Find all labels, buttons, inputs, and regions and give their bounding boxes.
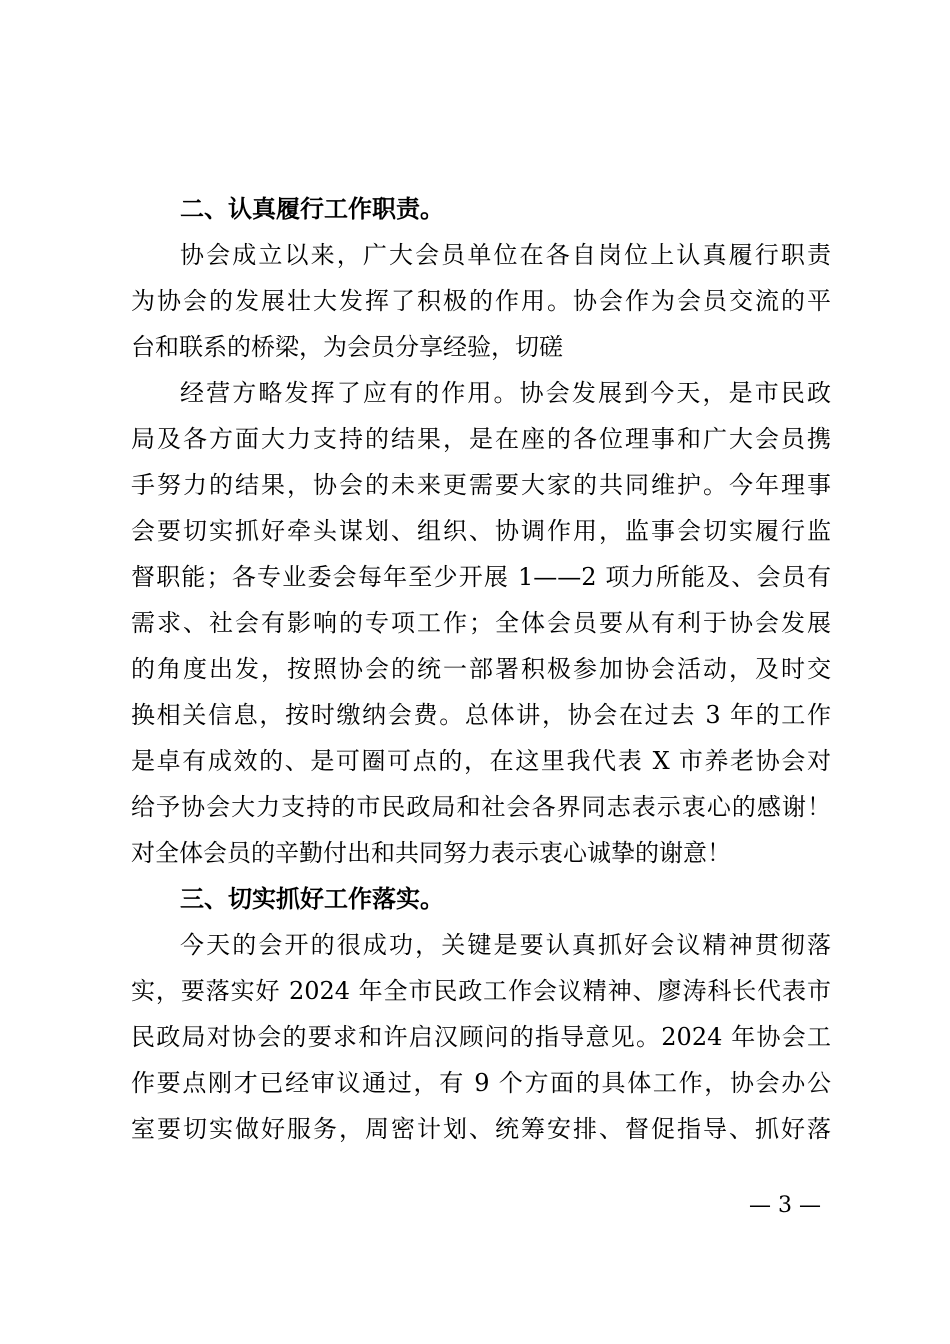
paragraph-2-line-4: 会要切实抓好牵头谋划、组织、协调作用，监事会切实履行监 (131, 517, 831, 545)
paragraph-1-line-1: 协会成立以来，广大会员单位在各自岗位上认真履行职责 (180, 241, 831, 269)
paragraph-1-line-2: 为协会的发展壮大发挥了积极的作用。协会作为会员交流的平 (131, 287, 831, 315)
section-heading-2: 二、认真履行工作职责。 (180, 195, 444, 223)
paragraph-2-line-2: 局及各方面大力支持的结果，是在座的各位理事和广大会员携 (131, 425, 831, 453)
paragraph-1-line-3: 台和联系的桥梁，为会员分享经验，切磋 (131, 333, 563, 361)
paragraph-3-line-3: 民政局对协会的要求和许启汉顾问的指导意见。2024 年协会工 (131, 1023, 831, 1051)
paragraph-2-line-7: 的角度出发，按照协会的统一部署积极参加协会活动，及时交 (131, 655, 831, 683)
paragraph-2-line-1: 经营方略发挥了应有的作用。协会发展到今天，是市民政 (180, 379, 831, 407)
paragraph-2-line-3: 手努力的结果，协会的未来更需要大家的共同维护。今年理事 (131, 471, 831, 499)
section-heading-3: 三、切实抓好工作落实。 (180, 885, 444, 913)
paragraph-2-line-11: 对全体会员的辛勤付出和共同努力表示衷心诚挚的谢意！ (131, 839, 731, 867)
paragraph-2-line-9: 是卓有成效的、是可圈可点的，在这里我代表 X 市养老协会对 (131, 747, 831, 775)
paragraph-2-line-8: 换相关信息，按时缴纳会费。总体讲，协会在过去 3 年的工作 (131, 701, 831, 729)
paragraph-2-line-6: 需求、社会有影响的专项工作；全体会员要从有利于协会发展 (131, 609, 831, 637)
paragraph-3-line-5: 室要切实做好服务，周密计划、统筹安排、督促指导、抓好落 (131, 1115, 831, 1143)
paragraph-3-line-1: 今天的会开的很成功，关键是要认真抓好会议精神贯彻落 (180, 931, 831, 959)
paragraph-3-line-4: 作要点刚才已经审议通过，有 9 个方面的具体工作，协会办公 (131, 1069, 831, 1097)
page-number: — 3 — (749, 1193, 821, 1218)
paragraph-2-line-10: 给予协会大力支持的市民政局和社会各界同志表示衷心的感谢！ (131, 793, 831, 821)
paragraph-2-line-5: 督职能；各专业委会每年至少开展 1——2 项力所能及、会员有 (131, 563, 831, 591)
paragraph-3-line-2: 实，要落实好 2024 年全市民政工作会议精神、廖涛科长代表市 (131, 977, 831, 1005)
